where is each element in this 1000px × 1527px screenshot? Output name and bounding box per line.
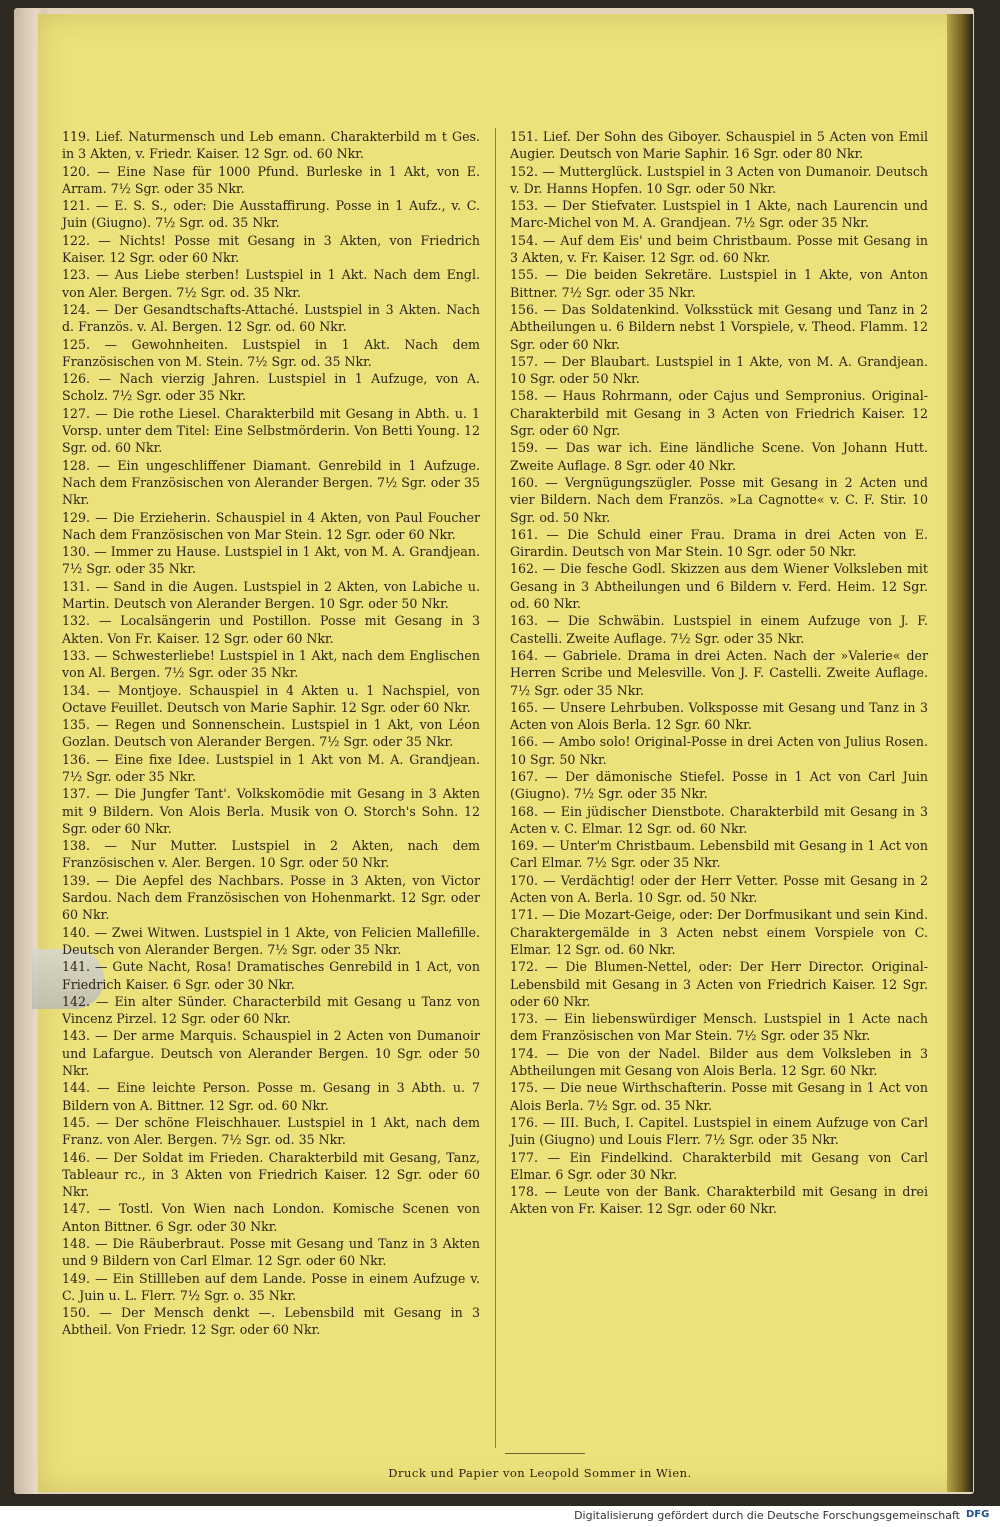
entry-text: Lief. Der Sohn des Giboyer. Schauspiel in 5 Acten von Emil Augier. Deutsch von Marie Saphir. 16 Sgr. oder 80 Nkr. [510, 129, 929, 162]
entry-number: 161. [510, 526, 539, 542]
book-gutter [947, 14, 973, 1492]
entry-text: — III. Buch, I. Capitel. Lustspiel in einem Aufzuge von Carl Juin (Giugno) und Louis Flerr. 7½ Sgr. oder 35 Nkr. [510, 1114, 928, 1148]
dfg-logo: DFG [966, 1509, 990, 1520]
entry-number: 137. [62, 786, 91, 802]
entry-number: 176. [510, 1114, 539, 1130]
entry-text: — Ein Stillleben auf dem Lande. Posse in einem Aufzuge v. C. Juin u. L. Flerr. 7½ Sgr. o. 35 Nkr. [62, 1270, 480, 1303]
entry-text: — Haus Rohrmann, oder Cajus und Sempronius. Original-Charakterbild mit Gesang in 3 Acten von Friedrich Kaiser. 12 Sgr. oder 60 Ngr. [510, 388, 928, 439]
entry-text: — Vergnügungszügler. Posse mit Gesang in 2 Acten und vier Bildern. Nach dem Französ. »La Cagnotte« v. C. F. Stir. 10 Sgr. od. 50 Nkr. [510, 474, 928, 525]
entry-text: — Der dämonische Stiefel. Posse in 1 Act von Carl Juin (Giugno). 7½ Sgr. oder 35 Nkr. [510, 768, 928, 802]
entry-number: 146. [62, 1149, 91, 1165]
catalog-entry [62, 578, 480, 613]
catalog-entry [62, 1079, 480, 1114]
entry-text: — Gewohnheiten. Lustspiel in 1 Akt. Nach dem Französischen von M. Stein. 7½ Sgr. od. 35 Nkr. [62, 336, 480, 369]
entry-text: — Sand in die Augen. Lustspiel in 2 Akten, von Labiche u. Martin. Deutsch von Alerander Bergen. 10 Sgr. oder 50 Nkr. [62, 578, 480, 612]
entry-text: — Schwesterliebe! Lustspiel in 1 Akt, nach dem Englischen von Al. Bergen. 7½ Sgr. oder 35 Nkr. [62, 647, 480, 681]
entry-text: — Montjoye. Schauspiel in 4 Akten u. 1 Nachspiel, von Octave Feuillet. Deutsch von Marie Saphir. 12 Sgr. oder 60 Nkr. [62, 682, 480, 715]
entry-text: — Die Aepfel des Nachbars. Posse in 3 Akten, von Victor Sardou. Nach dem Französischen von Hohenmarkt. 12 Sgr. oder 60 Nkr. [62, 872, 480, 923]
catalog-entry [510, 906, 928, 958]
entry-text: — Der schöne Fleischhauer. Lustspiel in 1 Akt, nach dem Franz. von Aler. Bergen. 7½ Sgr. od. 35 Nkr. [62, 1114, 481, 1148]
catalog-entry [510, 387, 928, 439]
catalog-entry [62, 543, 480, 578]
entry-number: 171. [510, 907, 539, 923]
entry-number: 152. [510, 163, 539, 179]
catalog-entry [510, 353, 928, 388]
catalog-entry [510, 612, 928, 647]
catalog-entry [510, 803, 928, 838]
entry-number: 133. [62, 647, 91, 663]
entry-number: 178. [510, 1184, 539, 1200]
footer-rule [505, 1453, 585, 1454]
entry-text: — Der Stiefvater. Lustspiel in 1 Akte, nach Laurencin und Marc-Michel von M. A. Grandjean. 7½ Sgr. oder 35 Nkr. [510, 198, 928, 231]
entry-text: — Das Soldatenkind. Volksstück mit Gesang und Tanz in 2 Abtheilungen u. 6 Bildern nebst 1 Vorspiele, v. Theod. Flamm. 12 Sgr. oder 60 Nkr. [510, 301, 928, 352]
catalog-entry [62, 682, 480, 717]
left-column [62, 128, 480, 1339]
entry-number: 154. [510, 232, 539, 248]
catalog-entry [510, 733, 928, 768]
catalog-entry [62, 872, 480, 924]
catalog-entry [62, 405, 480, 457]
entry-text: — Die von der Nadel. Bilder aus dem Volksleben in 3 Abtheilungen mit Gesang von Alois Berla. 12 Sgr. 60 Nkr. [510, 1045, 928, 1079]
catalog-entry [510, 128, 928, 163]
catalog-entry [62, 128, 480, 163]
entry-text: — Der Blaubart. Lustspiel in 1 Akte, von M. A. Grandjean. 10 Sgr. oder 50 Nkr. [510, 353, 928, 387]
catalog-entry [62, 197, 480, 232]
entry-text: — Ambo solo! Original-Posse in drei Acten von Julius Rosen. 10 Sgr. 50 Nkr. [510, 734, 928, 767]
entry-number: 165. [510, 699, 539, 715]
entry-text: — Der Gesandtschafts-Attaché. Lustspiel in 3 Akten. Nach d. Französ. v. Al. Bergen. 12 Sgr. od. 60 Nkr. [62, 301, 480, 335]
entry-number: 128. [62, 457, 91, 473]
entry-number: 147. [62, 1201, 91, 1217]
entry-text: — Die Blumen-Nettel, oder: Der Herr Director. Original-Lebensbild mit Gesang in 3 Acten von Friedrich Kaiser. 12 Sgr. oder 60 Nkr. [510, 959, 928, 1009]
catalog-entry [62, 163, 480, 198]
entry-text: — Eine Nase für 1000 Pfund. Burleske in 1 Akt, von E. Arram. 7½ Sgr. oder 35 Nkr. [62, 163, 480, 196]
entry-number: 140. [62, 924, 91, 940]
entry-number: 167. [510, 768, 539, 784]
catalog-entry [62, 1149, 480, 1201]
entry-number: 141. [62, 959, 91, 975]
catalog-entry [510, 439, 928, 474]
entry-text: — Nichts! Posse mit Gesang in 3 Akten, von Friedrich Kaiser. 12 Sgr. oder 60 Nkr. [62, 232, 480, 266]
catalog-entry [510, 699, 928, 734]
entry-number: 126. [62, 371, 91, 387]
catalog-entry [62, 509, 480, 544]
catalog-entry [510, 837, 928, 872]
credit-bar [0, 1506, 1000, 1527]
entry-text: — Nur Mutter. Lustspiel in 2 Akten, nach dem Französischen v. Aler. Bergen. 10 Sgr. oder 50 Nkr. [62, 838, 480, 871]
entry-number: 125. [62, 336, 91, 352]
catalog-entry [510, 1149, 928, 1184]
entry-number: 174. [510, 1045, 539, 1061]
entry-number: 123. [62, 267, 91, 283]
entry-number: 129. [62, 509, 91, 525]
entry-text: — Ein alter Sünder. Characterbild mit Gesang u Tanz von Vincenz Pirzel. 12 Sgr. oder 60 Nkr. [62, 993, 480, 1027]
catalog-entry [510, 474, 928, 526]
entry-number: 148. [62, 1236, 91, 1251]
entry-text: — Die Mozart-Geige, oder: Der Dorfmusikant und sein Kind. Charaktergemälde in 3 Acten nebst einem Vorspiele von C. Elmar. 12 Sgr. od. 60 Nkr. [510, 907, 928, 957]
entry-number: 121. [62, 198, 91, 214]
entry-text: — Die Räuberbraut. Posse mit Gesang und Tanz in 3 Akten und 9 Bildern von Carl Elmar. 12 Sgr. oder 60 Nkr. [62, 1236, 480, 1269]
entry-number: 136. [62, 751, 91, 767]
entry-text: — Ein jüdischer Dienstbote. Charakterbild mit Gesang in 3 Acten v. C. Elmar. 12 Sgr. od. 60 Nkr. [510, 803, 928, 836]
catalog-entry [62, 785, 480, 837]
catalog-entry [62, 266, 480, 301]
catalog-entry [510, 647, 928, 699]
catalog-entry [62, 1304, 480, 1339]
entry-text: — Die beiden Sekretäre. Lustspiel in 1 Akte, von Anton Bittner. 7½ Sgr. oder 35 Nkr. [510, 267, 928, 300]
catalog-entry [62, 837, 480, 872]
entry-text: — Die rothe Liesel. Charakterbild mit Gesang in Abth. u. 1 Vorsp. unter dem Titel: Eine Selbstmörderin. Von Betti Young. 12 Sgr. od. 60 Nkr. [62, 405, 480, 456]
catalog-entry [510, 872, 928, 907]
catalog-entry [510, 163, 928, 198]
catalog-entry [62, 958, 480, 993]
entry-text: — Unter'm Christbaum. Lebensbild mit Gesang in 1 Act von Carl Elmar. 7½ Sgr. oder 35 Nkr. [510, 838, 928, 871]
entry-number: 168. [510, 803, 539, 819]
entry-text: — Nach vierzig Jahren. Lustspiel in 1 Aufzuge, von A. Scholz. 7½ Sgr. oder 35 Nkr. [62, 371, 480, 404]
catalog-entry [62, 336, 480, 371]
entry-text: — Die Jungfer Tant'. Volkskomödie mit Gesang in 3 Akten mit 9 Bildern. Von Alois Berla. Musik von O. Storch's Sohn. 12 Sgr. oder 60 Nkr. [62, 786, 480, 836]
entry-text: — Die Schwäbin. Lustspiel in einem Aufzuge von J. F. Castelli. Zweite Auflage. 7½ Sgr. oder 35 Nkr. [510, 613, 928, 646]
catalog-entry [510, 560, 928, 612]
catalog-entry [510, 197, 928, 232]
entry-text: — Verdächtig! oder der Herr Vetter. Posse mit Gesang in 2 Acten von A. Berla. 10 Sgr. od. 50 Nkr. [510, 872, 928, 906]
entry-number: 122. [62, 232, 91, 248]
entry-text: — Ein Findelkind. Charakterbild mit Gesang von Carl Elmar. 6 Sgr. oder 30 Nkr. [510, 1149, 928, 1182]
entry-text: — Der arme Marquis. Schauspiel in 2 Acten von Dumanoir und Lafargue. Deutsch von Alerander Bergen. 10 Sgr. oder 50 Nkr. [62, 1028, 480, 1079]
entry-number: 143. [62, 1028, 91, 1044]
entry-number: 130. [62, 544, 91, 560]
catalog-entry [510, 1079, 928, 1114]
entry-text: Lief. Naturmensch und Leb emann. Charakterbild m t Ges. in 3 Akten, v. Friedr. Kaiser. 12 Sgr. od. 60 Nkr. [62, 129, 480, 162]
catalog-entry [62, 1114, 480, 1149]
entry-number: 155. [510, 267, 539, 283]
entry-number: 159. [510, 440, 539, 456]
catalog-entry [62, 924, 480, 959]
entry-number: 153. [510, 198, 539, 214]
entry-number: 134. [62, 682, 91, 698]
catalog-entry [62, 1200, 480, 1235]
entry-number: 120. [62, 163, 91, 179]
catalog-entry [62, 612, 480, 647]
entry-text: — Eine leichte Person. Posse m. Gesang in 3 Abth. u. 7 Bildern von A. Bittner. 12 Sgr. od. 60 Nkr. [62, 1080, 480, 1113]
entry-text: — E. S. S., oder: Die Ausstaffirung. Posse in 1 Aufz., v. C. Juin (Giugno). 7½ Sgr. od. 35 Nkr. [62, 198, 480, 231]
entry-number: 127. [62, 405, 91, 421]
entry-text: — Tostl. Von Wien nach London. Komische Scenen von Anton Bittner. 6 Sgr. oder 30 Nkr. [62, 1201, 480, 1234]
catalog-entry [62, 1027, 480, 1079]
entry-text: — Die Schuld einer Frau. Drama in drei Acten von E. Girardin. Deutsch von Mar Stein. 10 Sgr. oder 50 Nkr. [510, 526, 928, 560]
entry-number: 175. [510, 1080, 539, 1096]
catalog-entry [510, 958, 928, 1010]
entry-number: 170. [510, 872, 539, 888]
entry-number: 169. [510, 838, 539, 854]
entry-text: — Mutterglück. Lustspiel in 3 Acten von Dumanoir. Deutsch v. Dr. Hanns Hopfen. 10 Sgr. oder 50 Nkr. [510, 163, 928, 196]
entry-number: 124. [62, 301, 91, 317]
catalog-entry [62, 232, 480, 267]
entry-text: — Gute Nacht, Rosa! Dramatisches Genrebild in 1 Act, von Friedrich Kaiser. 6 Sgr. oder 30 Nkr. [62, 959, 480, 992]
catalog-entry [62, 716, 480, 751]
catalog-entry [62, 993, 480, 1028]
entry-text: — Ein liebenswürdiger Mensch. Lustspiel in 1 Acte nach dem Französischen von Mar Stein. 7½ Sgr. oder 35 Nkr. [510, 1011, 928, 1044]
catalog-columns [62, 128, 942, 1453]
entry-number: 119. [62, 129, 91, 144]
entry-number: 131. [62, 578, 91, 594]
entry-number: 149. [62, 1270, 91, 1286]
catalog-entry [510, 768, 928, 803]
catalog-entry [510, 232, 928, 267]
entry-number: 164. [510, 647, 539, 663]
entry-text: — Ein ungeschliffener Diamant. Genrebild in 1 Aufzuge. Nach dem Französischen von Alerander Bergen. 7½ Sgr. oder 35 Nkr. [62, 457, 480, 508]
catalog-entry [510, 301, 928, 353]
entry-text: — Zwei Witwen. Lustspiel in 1 Akte, von Felicien Mallefille. Deutsch von Alerander Bergen. 7½ Sgr. oder 35 Nkr. [62, 924, 480, 957]
catalog-entry [62, 751, 480, 786]
catalog-entry [62, 370, 480, 405]
entry-text: — Localsängerin und Postillon. Posse mit Gesang in 3 Akten. Von Fr. Kaiser. 12 Sgr. oder 60 Nkr. [62, 613, 480, 646]
catalog-entry [510, 1010, 928, 1045]
catalog-entry [62, 457, 480, 509]
catalog-entry [62, 647, 480, 682]
entry-text: — Unsere Lehrbuben. Volksposse mit Gesang und Tanz in 3 Acten von Alois Berla. 12 Sgr. 60 Nkr. [510, 699, 928, 733]
printer-imprint: Druck und Papier von Leopold Sommer in Wien. [388, 1466, 692, 1480]
entry-text: — Leute von der Bank. Charakterbild mit Gesang in drei Akten von Fr. Kaiser. 12 Sgr. oder 60 Nkr. [510, 1184, 928, 1217]
catalog-entry [510, 1114, 928, 1149]
entry-number: 172. [510, 959, 539, 975]
entry-number: 138. [62, 838, 91, 854]
catalog-entry [62, 1235, 480, 1270]
column-divider [495, 128, 496, 1448]
entry-number: 166. [510, 734, 539, 750]
entry-number: 142. [62, 993, 91, 1009]
entry-number: 162. [510, 561, 539, 577]
entry-text: — Die Erzieherin. Schauspiel in 4 Akten, von Paul Foucher Nach dem Französischen von Mar Stein. 12 Sgr. oder 60 Nkr. [62, 509, 480, 542]
entry-number: 177. [510, 1149, 539, 1165]
entry-text: — Immer zu Hause. Lustspiel in 1 Akt, von M. A. Grandjean. 7½ Sgr. oder 35 Nkr. [62, 544, 480, 577]
entry-number: 132. [62, 613, 91, 629]
entry-number: 139. [62, 872, 91, 888]
catalog-entry [62, 301, 480, 336]
digitization-credit: Digitalisierung gefördert durch die Deutsche Forschungsgemeinschaft [574, 1509, 960, 1522]
entry-number: 144. [62, 1080, 91, 1096]
entry-number: 151. [510, 129, 539, 144]
entry-text: — Auf dem Eis' und beim Christbaum. Posse mit Gesang in 3 Akten, v. Fr. Kaiser. 12 Sgr. od. 60 Nkr. [510, 232, 928, 266]
catalog-entry [510, 526, 928, 561]
entry-number: 173. [510, 1011, 539, 1027]
catalog-entry [62, 1270, 480, 1305]
entry-text: — Aus Liebe sterben! Lustspiel in 1 Akt. Nach dem Engl. von Aler. Bergen. 7½ Sgr. od. 35 Nkr. [62, 267, 480, 300]
entry-number: 160. [510, 474, 539, 490]
entry-number: 135. [62, 717, 91, 733]
right-column [510, 128, 928, 1218]
entry-text: — Gabriele. Drama in drei Acten. Nach der »Valerie« der Herren Scribe und Melesville. Von J. F. Castelli. Zweite Auflage. 7½ Sgr. oder 35 Nkr. [510, 647, 928, 698]
entry-text: — Regen und Sonnenschein. Lustspiel in 1 Akt, von Léon Gozlan. Deutsch von Alerander Bergen. 7½ Sgr. oder 35 Nkr. [62, 717, 480, 750]
entry-text: — Das war ich. Eine ländliche Scene. Von Johann Hutt. Zweite Auflage. 8 Sgr. oder 40 Nkr. [510, 440, 928, 473]
entry-number: 163. [510, 613, 539, 629]
catalog-entry [510, 1045, 928, 1080]
entry-text: — Der Mensch denkt —. Lebensbild mit Gesang in 3 Abtheil. Von Friedr. 12 Sgr. oder 60 Nkr. [62, 1305, 480, 1338]
entry-text: — Die neue Wirthschafterin. Posse mit Gesang in 1 Act von Alois Berla. 7½ Sgr. od. 35 Nkr. [510, 1080, 928, 1113]
catalog-entry [510, 266, 928, 301]
entry-text: — Eine fixe Idee. Lustspiel in 1 Akt von M. A. Grandjean. 7½ Sgr. oder 35 Nkr. [62, 751, 480, 784]
entry-number: 157. [510, 353, 539, 369]
catalog-entry [510, 1183, 928, 1218]
entry-text: — Der Soldat im Frieden. Charakterbild mit Gesang, Tanz, Tableaur rc., in 3 Akten von Friedrich Kaiser. 12 Sgr. oder 60 Nkr. [62, 1149, 480, 1200]
entry-number: 145. [62, 1114, 91, 1130]
entry-text: — Die fesche Godl. Skizzen aus dem Wiener Volksleben mit Gesang in 3 Abtheilungen und 6 Bildern v. Ferd. Heim. 12 Sgr. od. 60 Nkr. [510, 561, 928, 612]
entry-number: 158. [510, 388, 539, 404]
entry-number: 156. [510, 301, 539, 317]
entry-number: 150. [62, 1305, 91, 1321]
